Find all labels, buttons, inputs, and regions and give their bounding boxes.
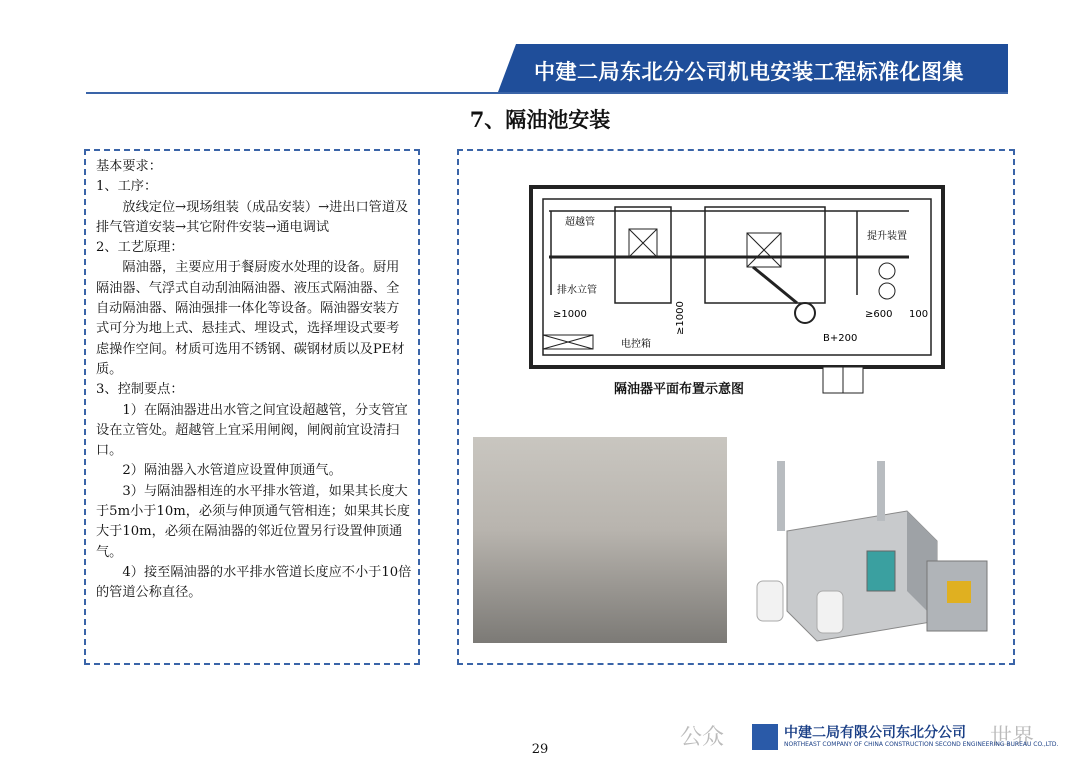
- label-dim5: B+200: [823, 333, 858, 344]
- page-number: 29: [531, 742, 549, 757]
- label-dim3: ≥600: [865, 309, 893, 320]
- requirement-paragraph: 3）与隔油器相连的水平排水管道，如果其长度大于5m小于10m，必须与伸顶通气管相连；如果其长度大于10m，必须在隔油器的邻近位置另行设置伸顶通气。: [96, 483, 410, 560]
- header-title: 中建二局东北分公司机电安装工程标准化图集: [534, 60, 964, 84]
- header-rule: [86, 92, 1008, 94]
- requirement-paragraph: 1）在隔油器进出水管之间宜设超越管，分支管宜设在立管处。超越管上宜采用闸阀，闸阀前宜设清扫口。: [96, 402, 408, 459]
- watermark-right: 世界: [990, 725, 1035, 750]
- watermark-left: 公众: [680, 725, 725, 750]
- label-bypass: 超越管: [565, 217, 595, 228]
- label-dim4: 100: [909, 309, 929, 320]
- illustration-panel: [457, 149, 1015, 665]
- page-title: 7、隔油池安装: [469, 107, 611, 132]
- installed-separator-photo: [473, 437, 727, 643]
- label-lift: 提升装置: [867, 231, 907, 242]
- company-name: 中建二局有限公司东北分公司: [784, 725, 966, 741]
- requirement-paragraph: 放线定位→现场组装（成品安装）→进出口管道及排气管道安装→其它附件安装→通电调试: [96, 199, 409, 235]
- label-dim2: ≥1000: [675, 301, 686, 335]
- requirements-panel: [84, 149, 420, 665]
- label-riser: 排水立管: [557, 285, 597, 296]
- requirement-paragraph: 2、工艺原理：: [96, 240, 184, 256]
- requirement-paragraph: 1、工序：: [96, 179, 158, 195]
- company-name-en: NORTHEAST COMPANY OF CHINA CONSTRUCTION SECOND ENGINEERING BUREAU CO.,LTD.: [784, 741, 1059, 748]
- requirement-paragraph: 3、控制要点：: [96, 382, 184, 398]
- requirements-text: [96, 157, 412, 604]
- separator-render-image: [737, 451, 1003, 647]
- label-ctrl: 电控箱: [621, 339, 651, 350]
- requirement-paragraph: 基本要求：: [96, 159, 162, 174]
- requirement-paragraph: 隔油器，主要应用于餐厨废水处理的设备。厨用隔油器、气浮式自动刮油隔油器、液压式隔油器、全自动隔油器、隔油强排一体化等设备。隔油器安装方式可分为地上式、悬挂式、埋设式，选择埋设式要考虑操作空间。材质可选用不锈钢、碳钢材质以及PE材质。: [96, 260, 405, 377]
- requirement-paragraph: 4）接至隔油器的水平排水管道长度应不小于10倍的管道公称直径。: [96, 564, 412, 601]
- floor-plan-diagram: [529, 185, 945, 395]
- diagram-caption: 隔油器平面布置示意图: [614, 382, 745, 397]
- label-dim1: ≥1000: [553, 309, 587, 320]
- requirement-paragraph: 2）隔油器入水管道应设置伸顶通气。: [122, 463, 342, 479]
